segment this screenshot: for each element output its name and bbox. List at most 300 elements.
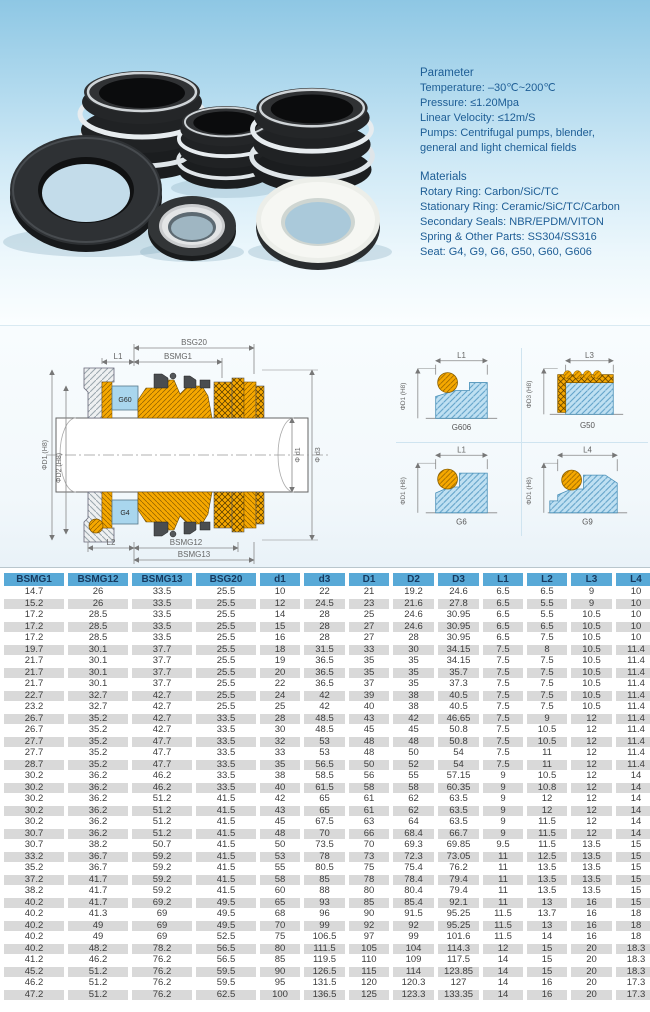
table-cell: 27.7 [4, 748, 64, 759]
table-cell: 10.5 [571, 691, 612, 702]
table-cell: 24 [260, 691, 300, 702]
table-cell: 95 [260, 978, 300, 989]
table-cell: 26.7 [4, 714, 64, 725]
table-cell: 58 [393, 783, 434, 794]
table-cell: 106.5 [304, 932, 345, 943]
table-cell: 12 [571, 806, 612, 817]
table-cell: 127 [438, 978, 479, 989]
table-row [4, 783, 650, 794]
table-cell: 52.5 [196, 932, 256, 943]
table-cell: 59.2 [132, 875, 192, 886]
table-cell: 40.5 [438, 691, 479, 702]
dim-d1-left: ΦD1 (H8) [42, 439, 49, 471]
table-cell: 35 [349, 668, 389, 679]
table-cell: 33 [349, 645, 389, 656]
table-cell: 26 [68, 599, 128, 610]
table-cell: 90 [349, 909, 389, 920]
table-cell: 33.5 [196, 748, 256, 759]
table-cell: 24.6 [393, 610, 434, 621]
seal-assembly-diagram [42, 338, 332, 570]
table-cell: 7.5 [483, 760, 523, 771]
table-cell: 48 [349, 737, 389, 748]
table-cell: 9 [483, 794, 523, 805]
table-cell: 28 [304, 610, 345, 621]
parameter-line: Pressure: ≤1.20Mpa [420, 97, 519, 109]
table-cell: 69 [132, 921, 192, 932]
table-cell: 41.5 [196, 806, 256, 817]
table-cell: 30.2 [4, 783, 64, 794]
table-cell: 85 [349, 898, 389, 909]
table-cell: 41.5 [196, 886, 256, 897]
table-cell: 12 [483, 944, 523, 955]
table-cell: 6.5 [483, 610, 523, 621]
o-ring [562, 470, 582, 490]
table-cell: 11.5 [527, 829, 567, 840]
table-cell: 34.15 [438, 645, 479, 656]
table-cell: 36.5 [304, 656, 345, 667]
table-cell: 52 [393, 760, 434, 771]
table-cell: 20 [571, 944, 612, 955]
table-cell: 42 [393, 714, 434, 725]
table-cell: 33.5 [132, 610, 192, 621]
table-cell: 45.2 [4, 967, 64, 978]
table-cell: 14 [616, 771, 650, 782]
table-cell: 10.5 [571, 668, 612, 679]
variant-name: G9 [582, 517, 593, 527]
table-cell: 18 [616, 909, 650, 920]
table-row [4, 691, 650, 702]
table-cell: 14 [483, 978, 523, 989]
table-row [4, 944, 650, 955]
table-cell: 40.5 [438, 702, 479, 713]
table-cell: 37.3 [438, 679, 479, 690]
table-cell: 15 [260, 622, 300, 633]
dim-bsmg1: BSMG1 [163, 352, 193, 361]
table-cell: 11.4 [616, 702, 650, 713]
table-cell: 11.4 [616, 725, 650, 736]
table-cell: 95.25 [438, 909, 479, 920]
table-cell: 56 [349, 771, 389, 782]
table-cell: 9 [483, 817, 523, 828]
table-row [4, 921, 650, 932]
table-cell: 17.3 [616, 990, 650, 1001]
table-cell: 16 [571, 898, 612, 909]
table-cell: 35.2 [68, 725, 128, 736]
table-cell: 45 [393, 725, 434, 736]
table-cell: 33 [260, 748, 300, 759]
table-cell: 75 [260, 932, 300, 943]
table-row [4, 875, 650, 886]
table-cell: 6.5 [483, 587, 523, 598]
table-cell: 21.7 [4, 679, 64, 690]
table-row [4, 633, 650, 644]
table-cell: 78.4 [393, 875, 434, 886]
table-cell: 47.7 [132, 748, 192, 759]
table-cell: 9 [483, 806, 523, 817]
table-cell: 100 [260, 990, 300, 1001]
table-cell: 41.5 [196, 794, 256, 805]
table-cell: 67.5 [304, 817, 345, 828]
table-cell: 11 [483, 875, 523, 886]
table-cell: 62 [393, 806, 434, 817]
table-cell: 14 [260, 610, 300, 621]
table-cell: 56.5 [196, 955, 256, 966]
table-cell: 41.7 [68, 886, 128, 897]
table-cell: 12 [527, 794, 567, 805]
table-cell: 11 [483, 898, 523, 909]
table-cell: 26.7 [4, 725, 64, 736]
seat-variant-g50 [522, 348, 648, 443]
table-cell: 13.5 [527, 863, 567, 874]
table-cell: 37 [349, 679, 389, 690]
seat-profile [566, 383, 614, 415]
column-header-d3: D3 [438, 573, 479, 586]
table-cell: 14 [483, 967, 523, 978]
variant-top-dim: L4 [583, 445, 592, 455]
table-cell: 12 [571, 725, 612, 736]
table-cell: 12 [571, 748, 612, 759]
table-cell: 15 [527, 967, 567, 978]
table-row [4, 909, 650, 920]
table-cell: 136.5 [304, 990, 345, 1001]
table-cell: 12 [571, 817, 612, 828]
table-cell: 25.5 [196, 679, 256, 690]
table-cell: 28 [304, 622, 345, 633]
table-cell: 72.3 [393, 852, 434, 863]
materials-line: Spring & Other Parts: SS304/SS316 [420, 231, 597, 243]
materials-line: Rotary Ring: Carbon/SiC/TC [420, 186, 559, 198]
dim-bsmg12: BSMG12 [169, 538, 203, 547]
table-cell: 11.5 [483, 932, 523, 943]
table-cell: 11.4 [616, 691, 650, 702]
column-header-bsmg13: BSMG13 [132, 573, 192, 586]
table-cell: 12 [571, 760, 612, 771]
table-cell: 11.4 [616, 748, 650, 759]
table-cell: 30.7 [4, 840, 64, 851]
table-cell: 28.5 [68, 622, 128, 633]
table-cell: 9 [483, 771, 523, 782]
table-cell: 25.5 [196, 656, 256, 667]
table-cell: 28.5 [68, 610, 128, 621]
table-cell: 49 [68, 921, 128, 932]
table-cell: 28.7 [4, 760, 64, 771]
table-row [4, 852, 650, 863]
table-cell: 64 [393, 817, 434, 828]
table-cell: 47.7 [132, 760, 192, 771]
table-cell: 42.7 [132, 702, 192, 713]
table-cell: 33.5 [196, 725, 256, 736]
table-cell: 69.3 [393, 840, 434, 851]
variant-top-dim: L1 [457, 445, 466, 455]
table-cell: 20 [571, 967, 612, 978]
table-cell: 27.8 [438, 599, 479, 610]
table-cell: 25.5 [196, 587, 256, 598]
table-cell: 123.85 [438, 967, 479, 978]
table-cell: 36.2 [68, 817, 128, 828]
table-cell: 36.7 [68, 863, 128, 874]
table-cell: 63.5 [438, 806, 479, 817]
table-cell: 66.7 [438, 829, 479, 840]
table-cell: 13.5 [571, 886, 612, 897]
table-cell: 40.2 [4, 909, 64, 920]
table-cell: 35.2 [68, 748, 128, 759]
table-cell: 33.5 [196, 771, 256, 782]
table-cell: 59.2 [132, 852, 192, 863]
table-cell: 30.95 [438, 633, 479, 644]
table-cell: 49.5 [196, 898, 256, 909]
table-cell: 7.5 [483, 702, 523, 713]
table-cell: 9 [571, 599, 612, 610]
table-cell: 11.5 [483, 909, 523, 920]
table-row [4, 967, 650, 978]
table-cell: 51.2 [68, 978, 128, 989]
table-cell: 38 [393, 691, 434, 702]
table-cell: 48.2 [68, 944, 128, 955]
table-cell: 35.2 [68, 714, 128, 725]
table-cell: 61.5 [304, 783, 345, 794]
table-cell: 46.65 [438, 714, 479, 725]
table-cell: 17.2 [4, 610, 64, 621]
table-cell: 19.2 [393, 587, 434, 598]
table-cell: 12 [571, 783, 612, 794]
table-cell: 41.5 [196, 863, 256, 874]
table-cell: 53 [304, 748, 345, 759]
table-cell: 24.6 [393, 622, 434, 633]
table-cell: 73.5 [304, 840, 345, 851]
table-cell: 46.2 [68, 955, 128, 966]
table-header-row [4, 573, 650, 586]
table-section [0, 567, 650, 1012]
table-cell: 56.5 [196, 944, 256, 955]
table-cell: 48.5 [304, 714, 345, 725]
table-cell: 46.2 [132, 771, 192, 782]
table-cell: 65 [304, 806, 345, 817]
table-cell: 17.3 [616, 978, 650, 989]
table-cell: 18 [260, 645, 300, 656]
table-cell: 35 [349, 656, 389, 667]
table-cell: 58 [349, 783, 389, 794]
table-cell: 41.5 [196, 852, 256, 863]
table-cell: 73 [349, 852, 389, 863]
table-cell: 6.5 [483, 599, 523, 610]
table-cell: 110 [349, 955, 389, 966]
table-cell: 10 [616, 622, 650, 633]
table-cell: 21.7 [4, 668, 64, 679]
table-cell: 15 [527, 944, 567, 955]
table-cell: 36.2 [68, 794, 128, 805]
table-cell: 10 [616, 587, 650, 598]
table-cell: 40.2 [4, 898, 64, 909]
seat-variant-g606 [396, 348, 522, 443]
table-cell: 6.5 [527, 622, 567, 633]
table-cell: 68 [260, 909, 300, 920]
table-cell: 92.1 [438, 898, 479, 909]
table-cell: 30.95 [438, 610, 479, 621]
table-cell: 92 [349, 921, 389, 932]
table-cell: 15 [616, 898, 650, 909]
product-info [420, 66, 644, 260]
table-cell: 30.95 [438, 622, 479, 633]
table-cell: 20 [571, 990, 612, 1001]
table-cell: 73.05 [438, 852, 479, 863]
o-ring [89, 519, 103, 533]
table-cell: 22 [304, 587, 345, 598]
table-cell: 35.7 [438, 668, 479, 679]
table-cell: 59.5 [196, 978, 256, 989]
seat-profile [550, 475, 617, 513]
table-cell: 30.1 [68, 645, 128, 656]
table-cell: 7.5 [483, 691, 523, 702]
column-header-l1: L1 [483, 573, 523, 586]
table-cell: 51.2 [68, 990, 128, 1001]
table-cell: 13.5 [571, 863, 612, 874]
table-cell: 48.5 [304, 725, 345, 736]
table-cell: 11.4 [616, 656, 650, 667]
table-cell: 16 [571, 909, 612, 920]
table-cell: 68.4 [393, 829, 434, 840]
table-cell: 30.1 [68, 668, 128, 679]
table-cell: 30 [260, 725, 300, 736]
variant-name: G50 [579, 421, 595, 431]
table-cell: 40 [349, 702, 389, 713]
table-cell: 30.7 [4, 829, 64, 840]
table-cell: 60 [260, 886, 300, 897]
table-cell: 117.5 [438, 955, 479, 966]
table-cell: 16 [527, 978, 567, 989]
table-cell: 10 [260, 587, 300, 598]
table-cell: 35 [393, 679, 434, 690]
table-cell: 11 [483, 886, 523, 897]
dim-d1-right: Φ d1 [295, 447, 302, 463]
table-cell: 23 [349, 599, 389, 610]
o-ring [438, 373, 458, 393]
table-cell: 65 [304, 794, 345, 805]
table-cell: 35 [393, 656, 434, 667]
table-cell: 25.5 [196, 633, 256, 644]
table-cell: 28 [304, 633, 345, 644]
parameter-line: general and light chemical fields [420, 142, 577, 154]
table-cell: 30 [393, 645, 434, 656]
table-cell: 33.5 [132, 587, 192, 598]
materials-line: Stationary Ring: Ceramic/SiC/TC/Carbon [420, 201, 620, 213]
table-cell: 13.5 [571, 852, 612, 863]
table-cell: 88 [304, 886, 345, 897]
table-cell: 95.25 [438, 921, 479, 932]
table-cell: 46.2 [4, 978, 64, 989]
table-cell: 131.5 [304, 978, 345, 989]
table-cell: 10 [616, 633, 650, 644]
table-cell: 23.2 [4, 702, 64, 713]
table-cell: 15 [616, 863, 650, 874]
table-cell: 126.5 [304, 967, 345, 978]
table-cell: 50 [349, 760, 389, 771]
dim-bsg20: BSG20 [181, 338, 207, 347]
table-cell: 41.5 [196, 840, 256, 851]
table-cell: 17.2 [4, 633, 64, 644]
table-cell: 76.2 [132, 955, 192, 966]
table-cell: 58 [260, 875, 300, 886]
table-cell: 25.5 [196, 668, 256, 679]
table-cell: 43 [349, 714, 389, 725]
table-cell: 13 [527, 921, 567, 932]
table-cell: 80.4 [393, 886, 434, 897]
table-row [4, 955, 650, 966]
column-header-l3: L3 [571, 573, 612, 586]
table-cell: 41.7 [68, 875, 128, 886]
table-cell: 15 [616, 840, 650, 851]
table-cell: 6.5 [483, 633, 523, 644]
table-cell: 85 [304, 875, 345, 886]
table-row [4, 829, 650, 840]
table-cell: 10.8 [527, 783, 567, 794]
table-row [4, 863, 650, 874]
table-cell: 65 [260, 898, 300, 909]
table-cell: 14 [527, 932, 567, 943]
table-cell: 14 [616, 806, 650, 817]
table-cell: 41.5 [196, 817, 256, 828]
table-cell: 14 [483, 955, 523, 966]
table-cell: 12 [571, 771, 612, 782]
table-cell: 46.2 [132, 783, 192, 794]
table-cell: 61 [349, 806, 389, 817]
table-cell: 25.5 [196, 645, 256, 656]
table-cell: 51.2 [68, 967, 128, 978]
table-cell: 49 [68, 932, 128, 943]
column-header-bsg20: BSG20 [196, 573, 256, 586]
table-cell: 69 [132, 909, 192, 920]
table-row [4, 737, 650, 748]
table-cell: 63.5 [438, 794, 479, 805]
column-header-d2: D2 [393, 573, 434, 586]
table-cell: 14.7 [4, 587, 64, 598]
table-cell: 20 [571, 978, 612, 989]
table-cell: 55 [260, 863, 300, 874]
parameter-line: Temperature: –30℃~200℃ [420, 82, 556, 94]
table-cell: 22.7 [4, 691, 64, 702]
table-cell: 11 [483, 863, 523, 874]
table-cell: 7.5 [527, 691, 567, 702]
small-seat-ring [148, 196, 236, 261]
table-cell: 10 [616, 599, 650, 610]
table-cell: 25 [260, 702, 300, 713]
table-cell: 14 [616, 794, 650, 805]
table-cell: 115 [349, 967, 389, 978]
table-cell: 33.5 [196, 760, 256, 771]
table-cell: 38.2 [68, 840, 128, 851]
table-cell: 15.2 [4, 599, 64, 610]
table-cell: 114 [393, 967, 434, 978]
table-cell: 6.5 [483, 622, 523, 633]
table-row [4, 599, 650, 610]
parameter-lines [420, 81, 644, 156]
table-cell: 79.4 [438, 886, 479, 897]
spec-table [0, 572, 650, 1001]
table-cell: 93 [304, 898, 345, 909]
table-cell: 33.5 [132, 633, 192, 644]
table-cell: 53 [260, 852, 300, 863]
table-cell: 10.5 [571, 702, 612, 713]
table-cell: 41.5 [196, 829, 256, 840]
table-cell: 14 [616, 829, 650, 840]
table-cell: 7.5 [483, 645, 523, 656]
table-cell: 15 [527, 955, 567, 966]
table-cell: 13 [527, 898, 567, 909]
table-cell: 14 [483, 990, 523, 1001]
variant-name: G606 [451, 423, 472, 433]
table-cell: 38 [260, 771, 300, 782]
variant-name: G6 [456, 517, 467, 527]
table-cell: 12 [571, 829, 612, 840]
